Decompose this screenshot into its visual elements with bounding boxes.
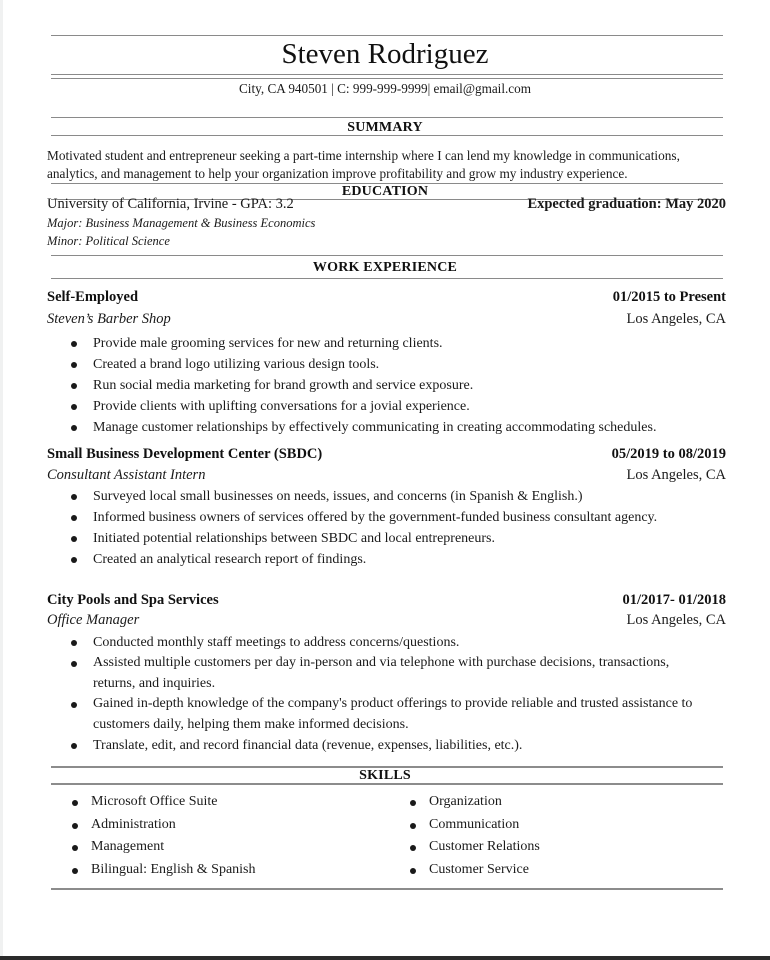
skill-item: Bilingual: English & Spanish (71, 859, 256, 882)
education-graduation: Expected graduation: May 2020 (527, 196, 726, 212)
skill-item: Management (71, 836, 256, 859)
summary-rule-top (51, 117, 723, 118)
contact-info: City, CA 940501 | C: 999-999-9999| email@gmail.com (238, 81, 532, 96)
skills-heading: SKILLS (359, 768, 411, 783)
job-bullet: Assisted multiple customers per day in-person and via telephone with purchase decisions, transactions, returns, and inquiries. (70, 653, 708, 694)
job-employer: Small Business Development Center (SBDC) (47, 446, 323, 462)
summary-heading: SUMMARY (347, 120, 423, 135)
candidate-name: Steven Rodriguez (281, 38, 489, 70)
name-rule-upper (51, 74, 723, 75)
job-employer: Self-Employed (47, 289, 139, 305)
job-bullet: Provide clients with uplifting conversations for a jovial experience. (70, 396, 656, 417)
summary-text: Motivated student and entrepreneur seeking a part-time internship where I can lend my knowledge in communications, analytics, and management to help your organization improve profitability and grow my industry experience. (47, 148, 680, 181)
job-bullet: Translate, edit, and record financial data (revenue, expenses, liabilities, etc.). (70, 735, 708, 756)
job-bullet: Gained in-depth knowledge of the company's product offerings to provide reliable and trusted assistance to customers daily, helping them make informed decisions. (70, 694, 708, 735)
skills-rule-bottom (51, 783, 723, 785)
job-bullets (70, 632, 708, 756)
job-bullet: Created a brand logo utilizing various design tools. (70, 354, 656, 375)
job-bullets (70, 486, 657, 570)
bottom-edge-bar (0, 956, 770, 960)
job-role: Steven’s Barber Shop (47, 311, 171, 327)
page-left-edge (0, 0, 3, 956)
job-bullet: Provide male grooming services for new and returning clients. (70, 333, 656, 354)
job-location: Los Angeles, CA (626, 311, 726, 327)
skill-item: Communication (409, 814, 540, 837)
job-bullet: Surveyed local small businesses on needs, issues, and concerns (in Spanish & English.) (70, 486, 657, 507)
work-heading: WORK EXPERIENCE (312, 260, 458, 275)
job-bullet: Manage customer relationships by effectively communicating in creating accommodating schedules. (70, 417, 656, 438)
skill-item: Organization (409, 791, 540, 814)
education-major: Major: Business Management & Business Economics (47, 216, 316, 230)
job-bullet: Run social media marketing for brand growth and service exposure. (70, 375, 656, 396)
job-bullets (70, 333, 656, 438)
skill-item: Administration (71, 814, 256, 837)
education-heading: EDUCATION (341, 184, 429, 199)
job-role: Consultant Assistant Intern (47, 467, 206, 483)
skills-left-column (71, 791, 256, 881)
job-role: Office Manager (47, 612, 140, 628)
job-employer: City Pools and Spa Services (47, 592, 219, 608)
job-dates: 01/2015 to Present (612, 289, 726, 305)
work-rule-bottom (51, 278, 723, 279)
top-rule (51, 35, 723, 36)
work-rule-top (51, 255, 723, 256)
job-bullet: Initiated potential relationships between SBDC and local entrepreneurs. (70, 528, 657, 549)
skills-right-column (409, 791, 540, 881)
skill-item: Customer Service (409, 859, 540, 882)
name-rule-lower (51, 78, 723, 79)
skills-rule-end (51, 888, 723, 890)
job-bullet: Informed business owners of services offered by the government-funded business consultant agency. (70, 507, 657, 528)
job-dates: 01/2017- 01/2018 (622, 592, 726, 608)
education-school: University of California, Irvine - GPA: 3.2 (47, 196, 294, 212)
education-minor: Minor: Political Science (47, 234, 170, 248)
job-dates: 05/2019 to 08/2019 (611, 446, 726, 462)
job-bullet: Conducted monthly staff meetings to address concerns/questions. (70, 632, 708, 653)
skill-item: Customer Relations (409, 836, 540, 859)
summary-rule-bottom (51, 135, 723, 136)
skill-item: Microsoft Office Suite (71, 791, 256, 814)
job-location: Los Angeles, CA (626, 467, 726, 483)
job-bullet: Created an analytical research report of findings. (70, 549, 657, 570)
job-location: Los Angeles, CA (626, 612, 726, 628)
